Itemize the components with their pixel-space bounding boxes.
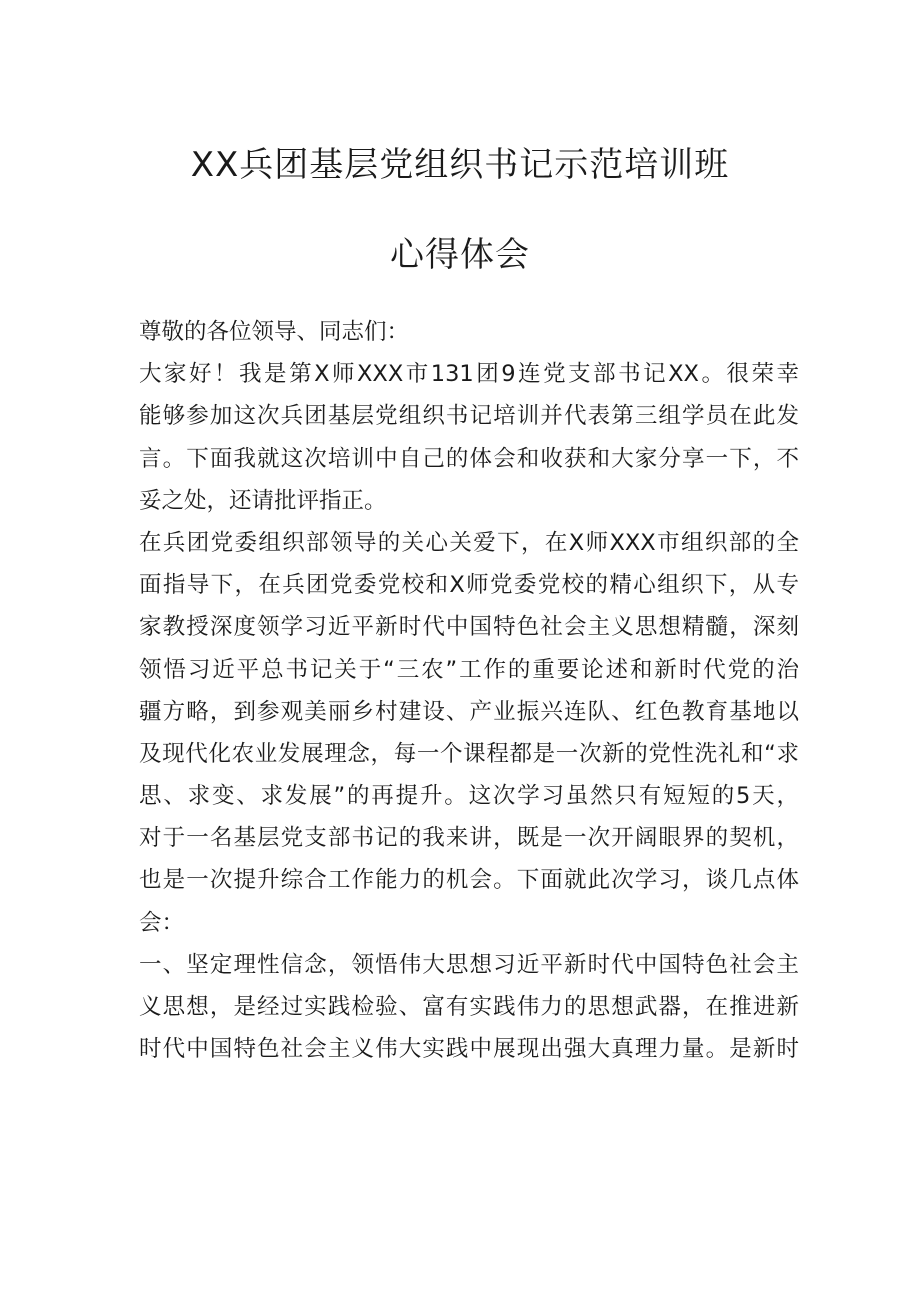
document-title-line-2: 心得体会	[390, 235, 530, 275]
document-body	[139, 311, 799, 1070]
body-line: 一、坚定理性信念，领悟伟大思想习近平新时代中国特色社会主	[139, 951, 799, 978]
body-line: 思、求变、求发展”的再提升。这次学习虽然只有短短的5天，	[139, 783, 799, 810]
body-line: 及现代化农业发展理念，每一个课程都是一次新的党性洗礼和“求	[139, 740, 799, 767]
body-line: 也是一次提升综合工作能力的机会。下面就此次学习，谈几点体	[139, 867, 799, 894]
document-title-line-1: XX兵团基层党组织书记示范培训班	[190, 145, 730, 185]
body-line: 大家好！我是第X师XXX市131团9连党支部书记XX。很荣幸	[139, 361, 799, 388]
body-line: 疆方略，到参观美丽乡村建设、产业振兴连队、红色教育基地以	[139, 698, 799, 725]
body-line: 会：	[139, 909, 185, 936]
body-line: 能够参加这次兵团基层党组织书记培训并代表第三组学员在此发	[139, 403, 799, 430]
body-line: 家教授深度领学习近平新时代中国特色社会主义思想精髓，深刻	[139, 614, 799, 641]
body-line: 对于一名基层党支部书记的我来讲，既是一次开阔眼界的契机，	[139, 825, 799, 852]
body-line: 言。下面我就这次培训中自己的体会和收获和大家分享一下，不	[139, 445, 799, 472]
body-line: 时代中国特色社会主义伟大实践中展现出强大真理力量。是新时	[139, 1036, 799, 1063]
body-line: 尊敬的各位领导、同志们：	[139, 319, 410, 345]
body-line: 面指导下，在兵团党委党校和X师党委党校的精心组织下，从专	[139, 572, 799, 599]
body-line: 妥之处，还请批评指正。	[139, 487, 387, 514]
body-line: 在兵团党委组织部领导的关心关爱下，在X师XXX市组织部的全	[139, 529, 799, 556]
body-line: 义思想，是经过实践检验、富有实践伟力的思想武器，在推进新	[139, 994, 799, 1020]
body-line: 领悟习近平总书记关于“三农”工作的重要论述和新时代党的治	[139, 656, 799, 683]
